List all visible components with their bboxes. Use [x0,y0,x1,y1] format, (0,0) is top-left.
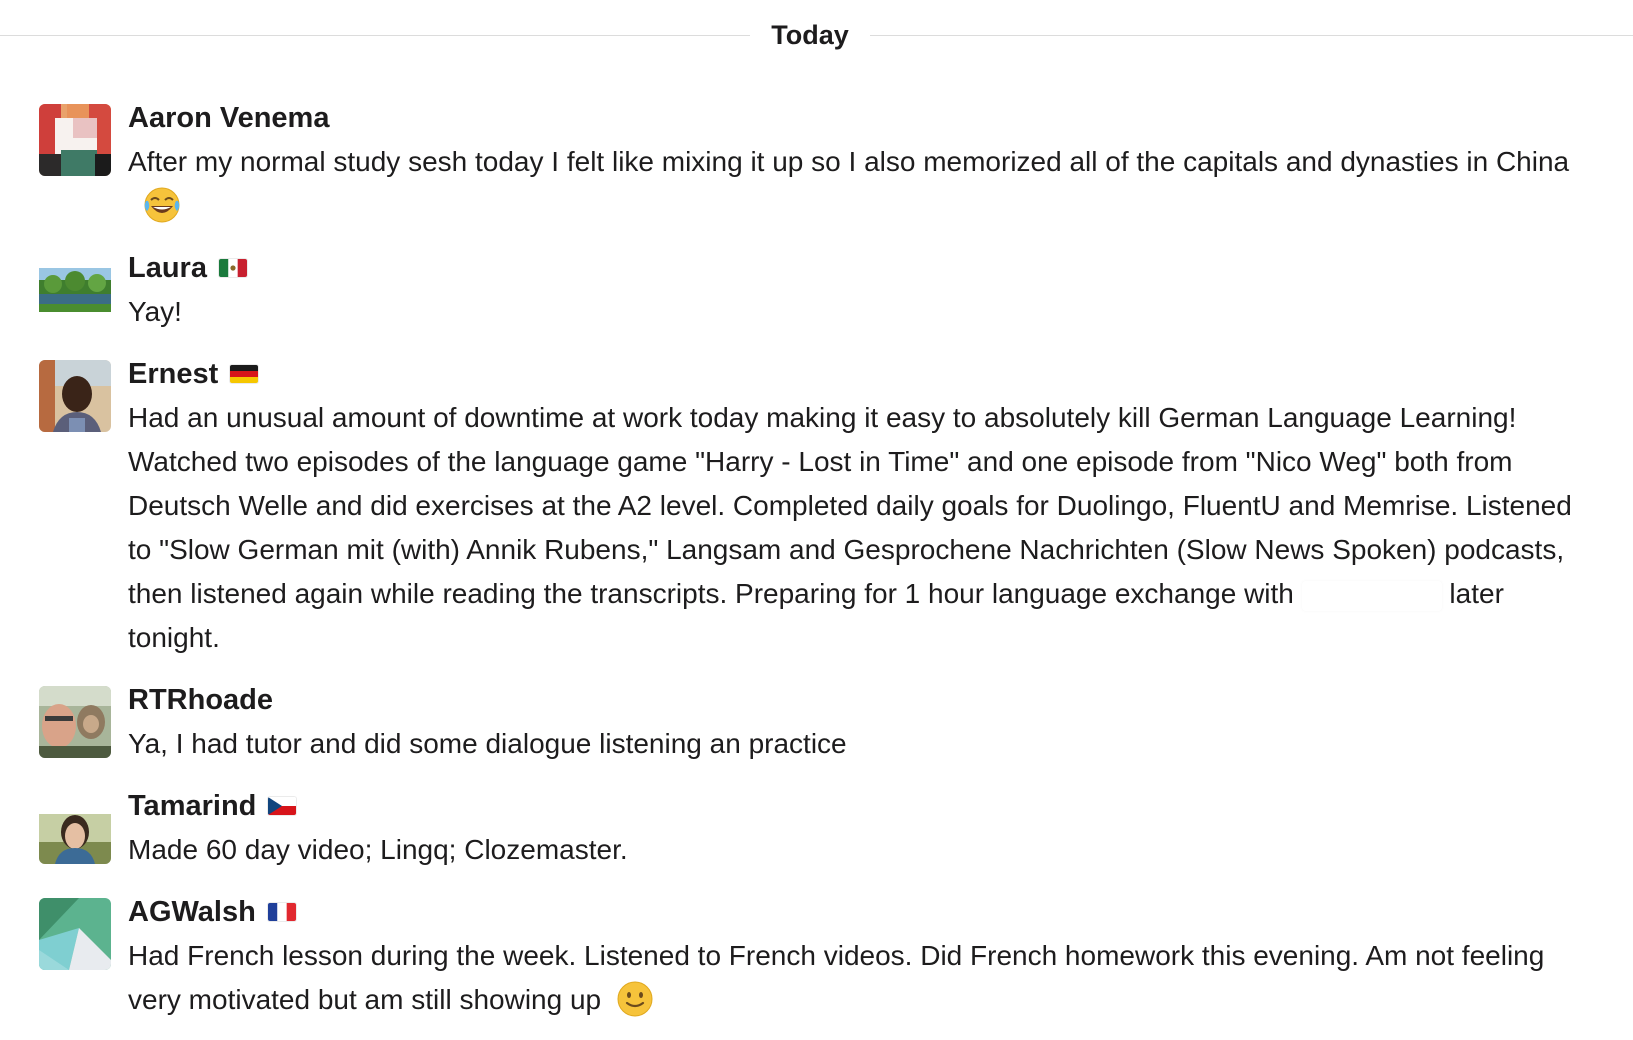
message-tamarind [0,784,1633,872]
avatar[interactable] [39,686,111,758]
message-text [128,934,1598,1022]
message-text: Made 60 day video; Lingq; Clozemaster. [128,834,628,865]
author-name[interactable]: Tamarind [128,790,257,822]
avatar[interactable] [39,792,111,864]
message-text [128,140,1598,228]
avatar[interactable] [39,360,111,432]
message-ernest [0,352,1633,660]
message-body-end: later tonight. [128,578,1504,653]
author-name[interactable]: RTRhoade [128,684,273,716]
divider-line-left [0,35,750,36]
message-text: Yay! [128,296,182,327]
message-text [128,396,1598,660]
czech-flag-icon [268,797,296,815]
message-body: Had French lesson during the week. Listened to French videos. Did French homework this evening. Am not feeling very motivated but am still showing up [128,940,1545,1015]
mexico-flag-icon [219,259,247,277]
message-text: Ya, I had tutor and did some dialogue listening an practice [128,728,847,759]
message-laura [0,246,1633,334]
message-aaron-venema [0,96,1633,228]
day-divider [0,14,1633,58]
day-divider-label[interactable]: Today [771,20,849,50]
author-name[interactable]: Ernest [128,358,219,390]
message-rtrhoade [0,678,1633,766]
author-name[interactable]: Aaron Venema [128,102,330,134]
author-name[interactable]: AGWalsh [128,896,256,928]
message-body: After my normal study sesh today I felt like mixing it up so I also memorized all of the capitals and dynasties in China [128,146,1570,177]
avatar[interactable] [39,104,111,176]
avatar[interactable] [39,254,111,326]
divider-line-right [870,35,1633,36]
author-name[interactable]: Laura [128,252,207,284]
slightly-smiling-emoji-icon[interactable] [615,979,655,1019]
avatar[interactable] [39,898,111,970]
message-body: Had an unusual amount of downtime at work today making it easy to absolutely kill German Language Learning! Watched two episodes of the language game "Harry - Lost in Time" and one episode from "Nico Weg" both from Deutsch Welle and did exercises at the A2 level. Completed daily goals for Duolingo, FluentU and Memrise. Listened to "Slow German mit (with) Annik Rubens," Langsam and Gesprochene Nachrichten (Slow News Spoken) podcasts, then listened again while reading the transcripts. Preparing for 1 hour language exchange with [128,402,1572,609]
germany-flag-icon [230,365,258,383]
joy-emoji-icon[interactable] [142,185,182,225]
france-flag-icon [268,903,296,921]
message-agwalsh [0,890,1633,1022]
redacted-mention [1302,581,1442,611]
message-list [0,96,1633,1040]
